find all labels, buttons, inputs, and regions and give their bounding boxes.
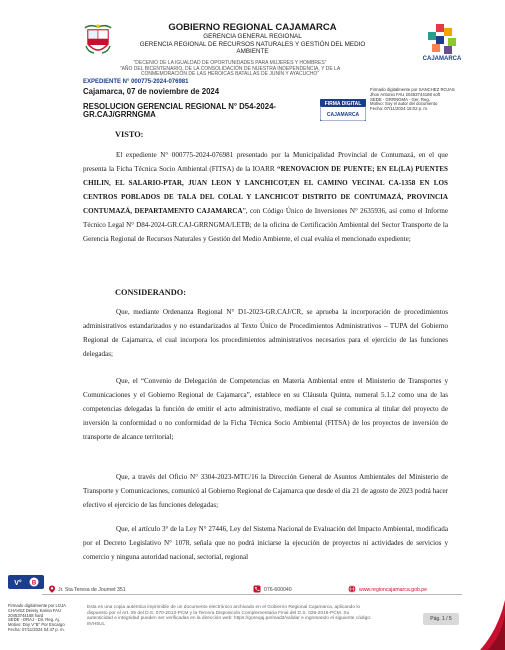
peru-coat-of-arms-icon	[84, 24, 112, 56]
gov-subtitle-2	[125, 41, 380, 55]
left-signature-line: CHAVEZ Deissy Karina FAU	[8, 607, 61, 613]
paragraph-text: Que, a través del Oficio N° 3304-2023-MTC/16 la Dirección General de Asuntos Ambientales del Ministerio de Transporte y Comunicaciones, comunicó al Gobierno Regional de Cajamarca que desde el día 21 de agosto de 2023 podrá hacer efectivo el ejercicio de las funciones delegadas;	[83, 473, 448, 509]
disclaimer-line: 8VH5UL	[87, 621, 106, 627]
disclaimer-line: Esta es una copia auténtica imprimible de un documento electrónico archivado en el Gobierno Regional Cajamarca, aplicando lo	[87, 605, 361, 610]
disclaimer-line: autenticidad e integridad pueden ser verificadas en la dirección web: https://goreqaj.pe/mad3/validar e ingresando el siguiente código:	[87, 616, 372, 622]
paragraph-text: Que, el “Convenio de Delegación de Competencias en Materia Ambiental entre el Ministerio de Transportes y Comunicaciones y el Gobierno Regional de Cajamarca”, establece en su Cláusula Quinta, numeral 5.1.2 como una de las competencias delegadas la función de emitir el acto administrativo, mediante el cual se comunica al titular del proyecto de inversión la conformidad o no conformidad de la Ficha Técnica Socio Ambiental (FITSA) de los proyectos de inversión de transporte de alcance territorial;	[83, 377, 448, 441]
gov-title: GOBIERNO REGIONAL CAJAMARCA	[168, 22, 337, 33]
gov-subtitle-2-line1: GERENCIA REGIONAL DE RECURSOS NATURALES Y GESTIÓN DEL MEDIO	[139, 41, 366, 48]
digital-signature-badge-logo: CAJAMARCA	[326, 112, 360, 118]
visto-paragraph	[83, 148, 448, 246]
svg-text:B: B	[31, 580, 37, 587]
visto-text-post: ”, con Código Único de Inversiones N° 2635936, así como el Informe Técnico Legal N° D84-2024-GR.CAJ-GRRNGMA/LETB; de la oficina de Certificación Ambiental del Sector Transporte de la Gerencia Regional de Recursos Naturales y Gestión del Medio Ambiente, el cual evalúa el mencionado expediente;	[83, 207, 448, 243]
resolution-title-line1: RESOLUCION GERENCIAL REGIONAL N° D54-2024-	[83, 102, 277, 111]
page-indicator: Pág. 1 / 5	[423, 613, 459, 625]
considerando-heading: CONSIDERANDO:	[115, 288, 186, 297]
left-signature-line: Fecha: 07/11/2024 04:47 p. m.	[8, 626, 65, 632]
left-signature-text	[8, 604, 80, 633]
digital-signature-badge	[320, 99, 366, 121]
cajamarca-logo-text: CAJAMARCA	[422, 56, 462, 62]
visto-project-name: “RENOVACION DE PUENTE; EN EL(LA) PUENTES CHILIN, EL SALARIO-PTAR, JUAN LEON Y LANCHICOT,EN EL CAMINO VECINAL CA-1358 EN LOS CENTROS POBLADOS DE TALA DEL COLAL Y LANCHICOT DISTRITO DE CONTUMAZÁ, PROVINCIA CONTUMAZÁ, DEPARTAMENTO CAJAMARCA	[83, 165, 448, 215]
signature-line: Firmado digitalmente por SANCHEZ ROJAS	[370, 87, 455, 92]
footer-phone: 076-600040	[264, 587, 292, 593]
paragraph-text: Que, mediante Ordenanza Regional N° D1-2023-GR.CAJ/CR, se aprueba la incorporación de procedimientos administrativos estandarizados y no estandarizados al Texto Único de Procedimientos Administrativos – TUPA del Gobierno Regional de Cajamarca, el cual incorpora los procedimientos administrativos necesarios para el ejercicio de las funciones delegadas;	[83, 308, 448, 358]
considerando-paragraph-1	[83, 305, 448, 361]
considerando-paragraph-4	[83, 522, 448, 564]
corner-decoration-icon	[480, 600, 505, 650]
footer-address: Jr. Sta Teresa de Journet 351	[58, 587, 126, 593]
gov-subtitle-2-line2: AMBIENTE	[236, 48, 269, 55]
motto-line: CONMEMORACIÓN DE LAS HEROICAS BATALLAS DE JUNÍN Y AYACUCHO"	[140, 71, 320, 78]
expediente-number: EXPEDIENTE N° 000775-2024-076981	[83, 79, 189, 85]
authenticity-disclaimer	[87, 605, 417, 627]
signature-line: Fecha: 07/11/2024 15:02 p. m.	[370, 106, 429, 112]
document-date: Cajamarca, 07 de noviembre de 2024	[83, 87, 220, 96]
resolution-title	[83, 103, 303, 118]
phone-icon	[253, 585, 261, 593]
document-header	[0, 0, 505, 84]
visto-heading: VISTO:	[115, 130, 144, 139]
disclaimer-line: dispuesto por el Art. 25 del D.S. 070-2013-PCM y la Tercera Disposición Complementaria Final del D.S. 026-2016-PCM. Su	[87, 610, 350, 616]
motto-block	[80, 61, 380, 78]
globe-icon	[348, 585, 356, 593]
motto-line: "DECENIO DE LA IGUALDAD DE OPORTUNIDADES PARA MUJERES Y HOMBRES"	[133, 60, 327, 66]
left-signature-line: Motivo: Doy V°B° Por Encargo	[8, 622, 65, 628]
location-pin-icon	[48, 585, 56, 593]
signature-line: Motivo: Soy el autor del documento	[370, 101, 438, 107]
motto-line: "AÑO DEL BICENTENARIO, DE LA CONSOLIDACIÓN DE NUESTRA INDEPENDENCIA, Y DE LA	[119, 65, 341, 72]
left-signature-line: 20453744168 hard	[8, 612, 44, 618]
digital-signature-text	[370, 88, 465, 112]
visto-text-pre: El expediente N° 000775-2024-076981 presentado por la Municipalidad Provincial de Contumazá, en el que presenta la Ficha Técnica Socio Ambiental (FITSA) de la IOARR	[83, 151, 448, 173]
vobo-stamp-icon	[8, 575, 44, 589]
footer-website-link[interactable]: www.regioncajamarca.gob.pe	[359, 587, 428, 593]
gov-subtitle: GERENCIA GENERAL REGIONAL	[203, 33, 302, 40]
considerando-paragraph-2	[83, 374, 448, 444]
paragraph-text: Que, el artículo 3° de la Ley N° 27446, Ley del Sistema Nacional de Evaluación del Impacto Ambiental, modificada por el Decreto Legislativo N° 1078, señala que no podrá iniciarse la ejecución de proyectos ni actividades de servicios y comercio y ninguna autoridad nacional, sectorial, regional	[83, 525, 448, 561]
considerando-paragraph-3	[83, 470, 448, 512]
resolution-title-line2: GR.CAJ/GRRNGMA	[83, 109, 156, 119]
svg-text:V°: V°	[14, 580, 22, 587]
left-signature-line: Firmado digitalmente por LOJA	[8, 603, 66, 608]
left-signature-line: SEDE - DRAJ - Dir. Reg. Aj.	[8, 617, 60, 623]
signature-line: Jhon Antonio FAU 20453744168 soft	[370, 91, 440, 97]
digital-signature-badge-label: FIRMA DIGITAL	[324, 101, 362, 107]
signature-line: SEDE - GRRNGMA - Ger. Reg.	[370, 96, 430, 102]
